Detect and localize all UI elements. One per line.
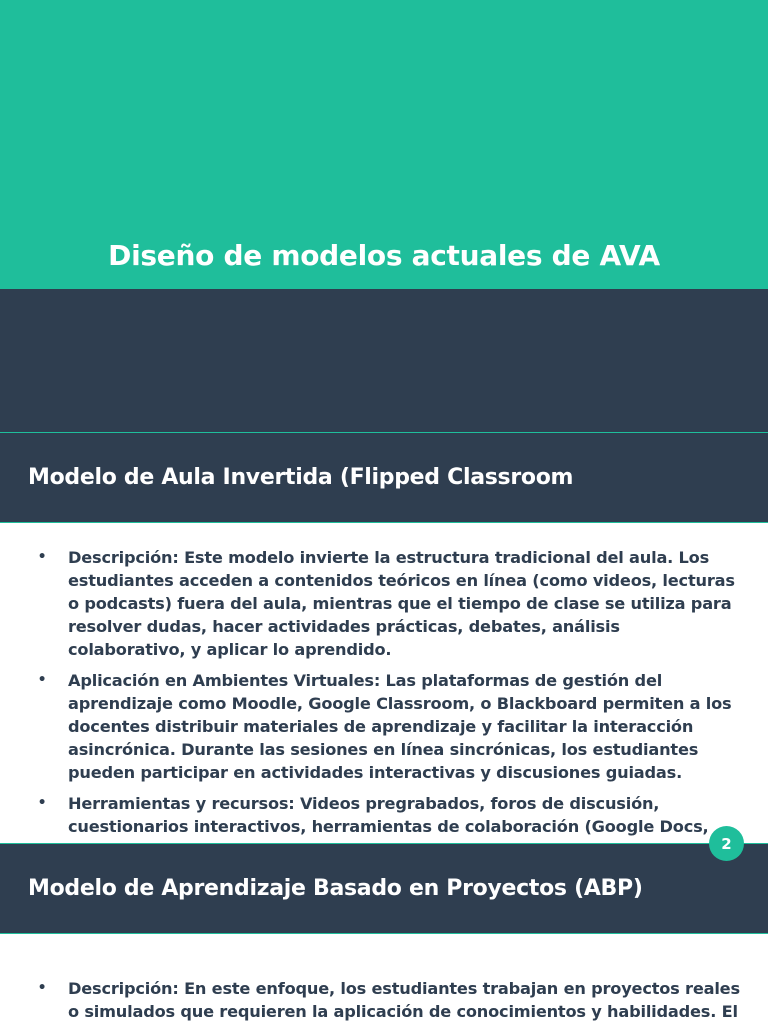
section-heading: Modelo de Aprendizaje Basado en Proyectos (ABP) [28,876,643,901]
section-header-abp [0,843,768,934]
section-heading: Modelo de Aula Invertida (Flipped Classroom [28,465,574,490]
list-item [36,546,742,661]
list-item [36,669,742,784]
bullet-icon: • [37,549,47,565]
page-number-badge: 2 [709,826,744,861]
bullet-text: Aplicación en Ambientes Virtuales: Las plataformas de gestión del aprendizaje como Moodle, Google Classroom, o Blackboard permiten a los docentes distribuir materiales de aprendizaje y facilitar la interacción asincrónica. Durante las sesiones en línea sincrónicas, los estudiantes pueden participar en actividades interactivas y discusiones guiadas. [68,671,732,782]
bullet-list-abp [36,977,742,1031]
section-header-flipped [0,432,768,523]
bullet-text: Herramientas y recursos: Videos pregrabados, foros de discusión, cuestionarios interactivos, herramientas de colaboración (Google Docs, [68,794,709,836]
bullet-icon: • [37,795,47,811]
list-item [36,977,742,1023]
bullet-icon: • [37,980,47,996]
bullet-list-flipped [36,546,742,869]
page-title: Diseño de modelos actuales de AVA [108,239,660,272]
bullet-icon: • [37,672,47,688]
dark-band [0,289,768,432]
bullet-text: Descripción: En este enfoque, los estudiantes trabajan en proyectos reales o simulados que requieren la aplicación de conocimientos y habilidades. El [68,979,740,1021]
bullet-text: Descripción: Este modelo invierte la estructura tradicional del aula. Los estudiantes acceden a contenidos teóricos en línea (como videos, lecturas o podcasts) fuera del aula, mientras que el tiempo de clase se utiliza para resolver dudas, hacer actividades prácticas, debates, análisis colaborativo, y aplicar lo aprendido. [68,548,735,659]
